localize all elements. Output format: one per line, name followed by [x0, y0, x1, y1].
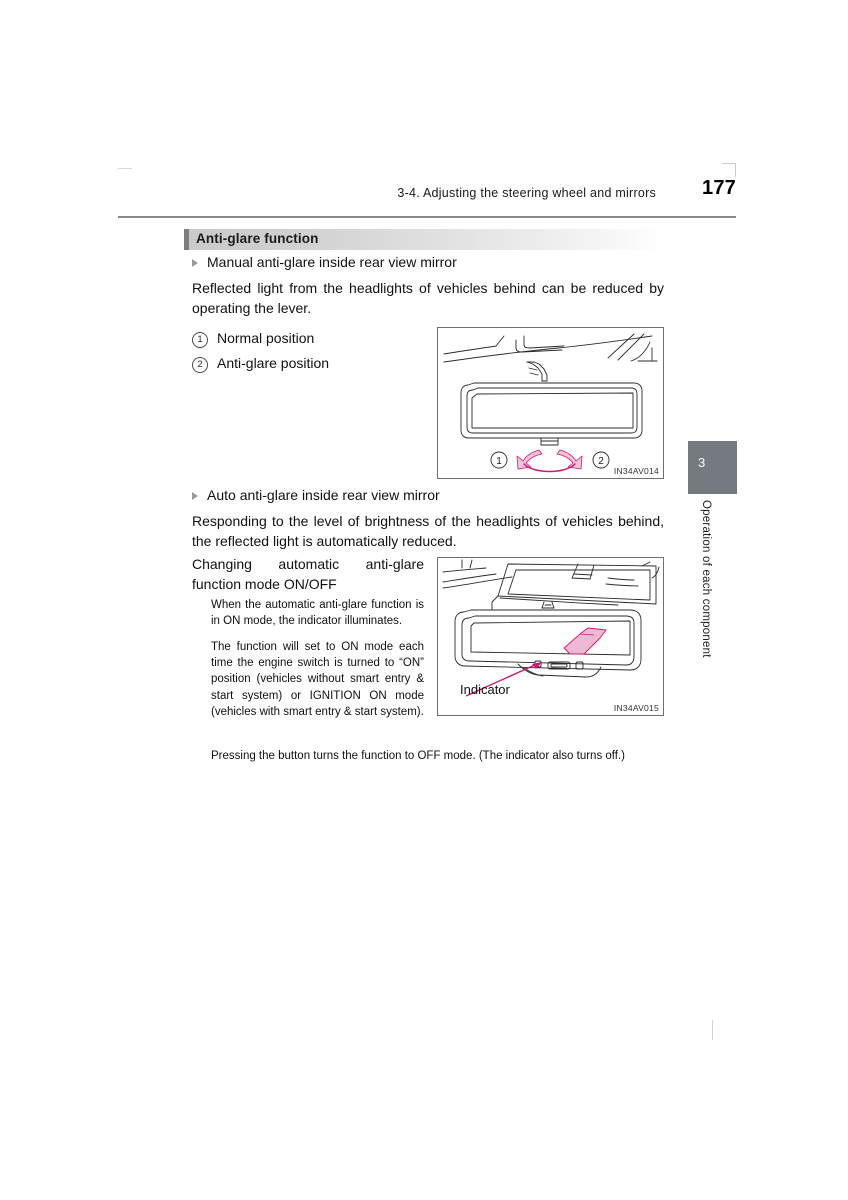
- subheading-auto-mirror: [192, 487, 664, 503]
- crop-mark-top-right-horizontal: [722, 163, 736, 164]
- figure-manual-illustration: [438, 328, 663, 478]
- triangle-bullet-icon: [192, 259, 198, 267]
- list-label-1: Normal position: [217, 329, 315, 346]
- manual-mirror-intro: Reflected light from the headlights of vehicles behind can be reduced by operating the lever.: [192, 280, 664, 316]
- list-label-2: Anti-glare position: [217, 355, 330, 372]
- page-header: [118, 177, 736, 220]
- auto-mirror-notes: [211, 597, 424, 729]
- section-heading-accent: [184, 229, 189, 250]
- svg-text:1: 1: [496, 456, 502, 467]
- auto-mirror-closing-note-block: [211, 748, 664, 773]
- pink-press-arrow: [564, 628, 606, 654]
- auto-mirror-note-2: The function will set to ON mode each time the engine switch is turned to “ON” position (vehicles without smart entry & start system) or IGNITION ON mode (vehicles with smart entry & start system).: [211, 640, 424, 718]
- chapter-tab-box: [688, 441, 737, 494]
- page-number: 177: [702, 177, 736, 199]
- crop-mark-top-right-vertical: [735, 163, 736, 177]
- auto-mirror-intro: Responding to the level of brightness of the headlights of vehicles behind, the reflected light is automatically reduced.: [192, 513, 664, 549]
- chapter-tab-number: 3: [698, 455, 706, 470]
- auto-mirror-note-1: When the automatic anti-glare function is in ON mode, the indicator illuminates.: [211, 599, 424, 628]
- section-heading-bar: [184, 229, 663, 250]
- subheading-manual-mirror: [192, 254, 664, 270]
- triangle-bullet-icon: [192, 492, 198, 500]
- auto-mirror-block: [192, 487, 664, 562]
- pink-rotation-arrows: [517, 450, 582, 472]
- chapter-tab-title: Operation of each component: [700, 500, 712, 658]
- crop-mark-bottom-right: [712, 1020, 713, 1040]
- figure-1-code: IN34AV014: [613, 466, 659, 476]
- running-header-title: 3-4. Adjusting the steering wheel and mirrors: [397, 186, 656, 200]
- header-rule: [118, 216, 736, 218]
- list-marker-2: 2: [192, 357, 208, 373]
- subheading-auto-mirror-label: Auto anti-glare inside rear view mirror: [207, 487, 440, 503]
- auto-mirror-closing-note: Pressing the button turns the function to OFF mode. (The indicator also turns off.): [211, 750, 625, 762]
- figure-2-code: IN34AV015: [613, 703, 659, 713]
- auto-mirror-mode-heading: Changing automatic anti-glare function mode ON/OFF: [192, 556, 424, 592]
- section-heading-label: Anti-glare function: [196, 231, 319, 246]
- svg-text:2: 2: [598, 456, 604, 467]
- figure-manual-anti-glare-mirror: [437, 327, 664, 479]
- crop-mark-top-left: [118, 168, 132, 169]
- list-marker-1: 1: [192, 332, 208, 348]
- subheading-manual-mirror-label: Manual anti-glare inside rear view mirror: [207, 254, 457, 270]
- figure-2-indicator-label: Indicator: [460, 682, 510, 697]
